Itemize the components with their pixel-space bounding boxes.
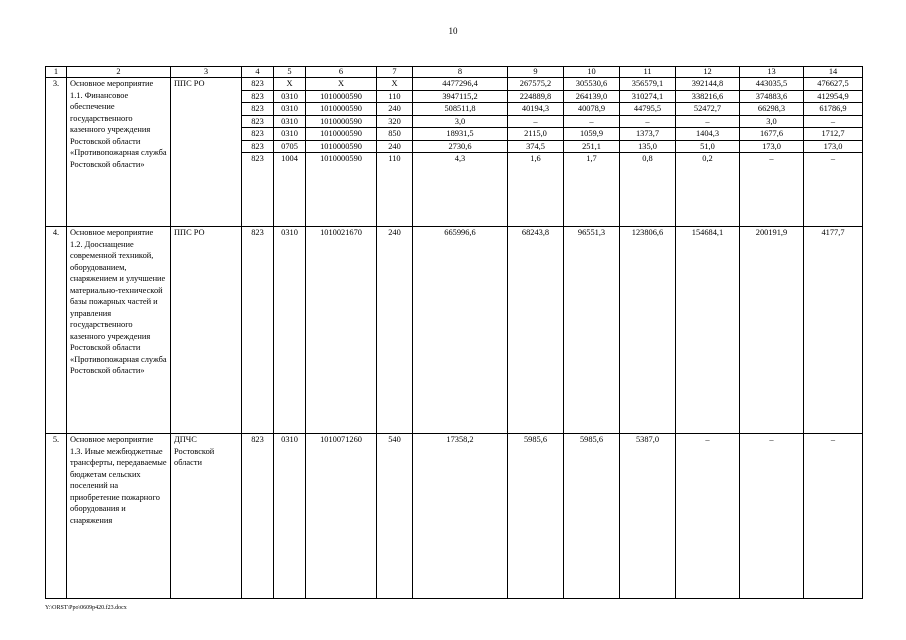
- header-cell: 7: [377, 67, 413, 78]
- table-row: [46, 434, 863, 599]
- value-cell: 392144,8: [676, 78, 740, 91]
- value-cell: –: [564, 115, 620, 128]
- value-cell: 1010000590: [306, 128, 377, 141]
- value-cell: 3,0: [740, 115, 804, 128]
- value-cell: 0310: [274, 227, 306, 434]
- value-cell: 1712,7: [804, 128, 863, 141]
- header-cell: 11: [620, 67, 676, 78]
- header-row: [46, 67, 863, 78]
- value-cell: 412954,9: [804, 90, 863, 103]
- value-cell: 52472,7: [676, 103, 740, 116]
- value-cell: 356579,1: [620, 78, 676, 91]
- header-cell: 14: [804, 67, 863, 78]
- page-number: 10: [448, 26, 458, 36]
- value-cell: 240: [377, 140, 413, 153]
- value-cell: 374,5: [508, 140, 564, 153]
- value-cell: –: [740, 434, 804, 599]
- header-cell: 12: [676, 67, 740, 78]
- value-cell: 1677,6: [740, 128, 804, 141]
- value-cell: –: [620, 115, 676, 128]
- value-cell: 665996,6: [413, 227, 508, 434]
- value-cell: 51,0: [676, 140, 740, 153]
- value-cell: 123806,6: [620, 227, 676, 434]
- value-cell: –: [508, 115, 564, 128]
- value-cell: 66298,3: [740, 103, 804, 116]
- value-cell: 2730,6: [413, 140, 508, 153]
- value-cell: 0310: [274, 103, 306, 116]
- value-cell: 110: [377, 153, 413, 227]
- table-row: [46, 78, 863, 91]
- value-cell: 310274,1: [620, 90, 676, 103]
- header-cell: 6: [306, 67, 377, 78]
- value-cell: 4,3: [413, 153, 508, 227]
- value-cell: 5985,6: [564, 434, 620, 599]
- value-cell: 540: [377, 434, 413, 599]
- value-cell: Х: [377, 78, 413, 91]
- measure-name: Основное мероприятие 1.2. Дооснащение современной техникой, оборудованием, снаряжением и улучшение материально-технической базы пожарных частей и управления государственного казенного учреждения Ростовской области «Противопожарная служба Ростовской области»: [67, 227, 171, 434]
- value-cell: 240: [377, 103, 413, 116]
- header-cell: 2: [67, 67, 171, 78]
- value-cell: 0310: [274, 434, 306, 599]
- value-cell: –: [804, 153, 863, 227]
- value-cell: 823: [242, 115, 274, 128]
- value-cell: –: [676, 115, 740, 128]
- value-cell: 4477296,4: [413, 78, 508, 91]
- value-cell: 1059,9: [564, 128, 620, 141]
- value-cell: –: [676, 434, 740, 599]
- value-cell: 823: [242, 434, 274, 599]
- header-cell: 8: [413, 67, 508, 78]
- row-number: 5.: [46, 434, 67, 599]
- row-number: 4.: [46, 227, 67, 434]
- measure-name: Основное мероприятие 1.1. Финансовое обеспечение государственного казенного учреждения Ростовской области «Противопожарная служба Ростовской области»: [67, 78, 171, 227]
- value-cell: –: [804, 434, 863, 599]
- executor: ППС РО: [171, 78, 242, 227]
- value-cell: 443035,5: [740, 78, 804, 91]
- executor: ППС РО: [171, 227, 242, 434]
- value-cell: 320: [377, 115, 413, 128]
- value-cell: 264139,0: [564, 90, 620, 103]
- value-cell: 823: [242, 227, 274, 434]
- value-cell: 0,8: [620, 153, 676, 227]
- value-cell: Х: [306, 78, 377, 91]
- value-cell: 1010000590: [306, 103, 377, 116]
- header-cell: 5: [274, 67, 306, 78]
- value-cell: 338216,6: [676, 90, 740, 103]
- value-cell: 267575,2: [508, 78, 564, 91]
- value-cell: 1004: [274, 153, 306, 227]
- value-cell: 68243,8: [508, 227, 564, 434]
- value-cell: 1010000590: [306, 115, 377, 128]
- value-cell: 508511,8: [413, 103, 508, 116]
- value-cell: 823: [242, 78, 274, 91]
- value-cell: 1010021670: [306, 227, 377, 434]
- value-cell: 5387,0: [620, 434, 676, 599]
- value-cell: 1373,7: [620, 128, 676, 141]
- value-cell: 850: [377, 128, 413, 141]
- value-cell: 5985,6: [508, 434, 564, 599]
- value-cell: 2115,0: [508, 128, 564, 141]
- measure-name: Основное мероприятие 1.3. Иные межбюджетные трансферты, передаваемые бюджетам сельских поселений на приобретение пожарного оборудования и снаряжения: [67, 434, 171, 599]
- value-cell: 40078,9: [564, 103, 620, 116]
- value-cell: 823: [242, 90, 274, 103]
- budget-table: [45, 66, 863, 599]
- value-cell: 4177,7: [804, 227, 863, 434]
- header-cell: 13: [740, 67, 804, 78]
- value-cell: 1,6: [508, 153, 564, 227]
- value-cell: 96551,3: [564, 227, 620, 434]
- value-cell: 3947115,2: [413, 90, 508, 103]
- value-cell: 17358,2: [413, 434, 508, 599]
- value-cell: Х: [274, 78, 306, 91]
- value-cell: 476627,5: [804, 78, 863, 91]
- header-cell: 3: [171, 67, 242, 78]
- value-cell: –: [740, 153, 804, 227]
- value-cell: 1404,3: [676, 128, 740, 141]
- value-cell: 173,0: [740, 140, 804, 153]
- value-cell: 40194,3: [508, 103, 564, 116]
- value-cell: 823: [242, 128, 274, 141]
- header-cell: 1: [46, 67, 67, 78]
- value-cell: 1010071260: [306, 434, 377, 599]
- value-cell: 1010000590: [306, 153, 377, 227]
- value-cell: 154684,1: [676, 227, 740, 434]
- value-cell: 305530,6: [564, 78, 620, 91]
- value-cell: 110: [377, 90, 413, 103]
- value-cell: 135,0: [620, 140, 676, 153]
- value-cell: 18931,5: [413, 128, 508, 141]
- row-number: 3.: [46, 78, 67, 227]
- value-cell: 823: [242, 153, 274, 227]
- value-cell: 0310: [274, 128, 306, 141]
- value-cell: 0310: [274, 90, 306, 103]
- value-cell: 224889,8: [508, 90, 564, 103]
- footer-file-path: Y:\ORST\Ppo\0609p420.f23.docx: [45, 605, 127, 611]
- value-cell: 0,2: [676, 153, 740, 227]
- value-cell: 61786,9: [804, 103, 863, 116]
- value-cell: 251,1: [564, 140, 620, 153]
- value-cell: 200191,9: [740, 227, 804, 434]
- value-cell: 0705: [274, 140, 306, 153]
- header-cell: 9: [508, 67, 564, 78]
- value-cell: 823: [242, 140, 274, 153]
- value-cell: 1010000590: [306, 140, 377, 153]
- value-cell: 0310: [274, 115, 306, 128]
- value-cell: 823: [242, 103, 274, 116]
- value-cell: 374883,6: [740, 90, 804, 103]
- executor: ДПЧС Ростовской области: [171, 434, 242, 599]
- value-cell: 3,0: [413, 115, 508, 128]
- value-cell: 240: [377, 227, 413, 434]
- value-cell: 1010000590: [306, 90, 377, 103]
- value-cell: –: [804, 115, 863, 128]
- value-cell: 44795,5: [620, 103, 676, 116]
- header-cell: 10: [564, 67, 620, 78]
- header-cell: 4: [242, 67, 274, 78]
- value-cell: 1,7: [564, 153, 620, 227]
- table-row: [46, 227, 863, 434]
- value-cell: 173,0: [804, 140, 863, 153]
